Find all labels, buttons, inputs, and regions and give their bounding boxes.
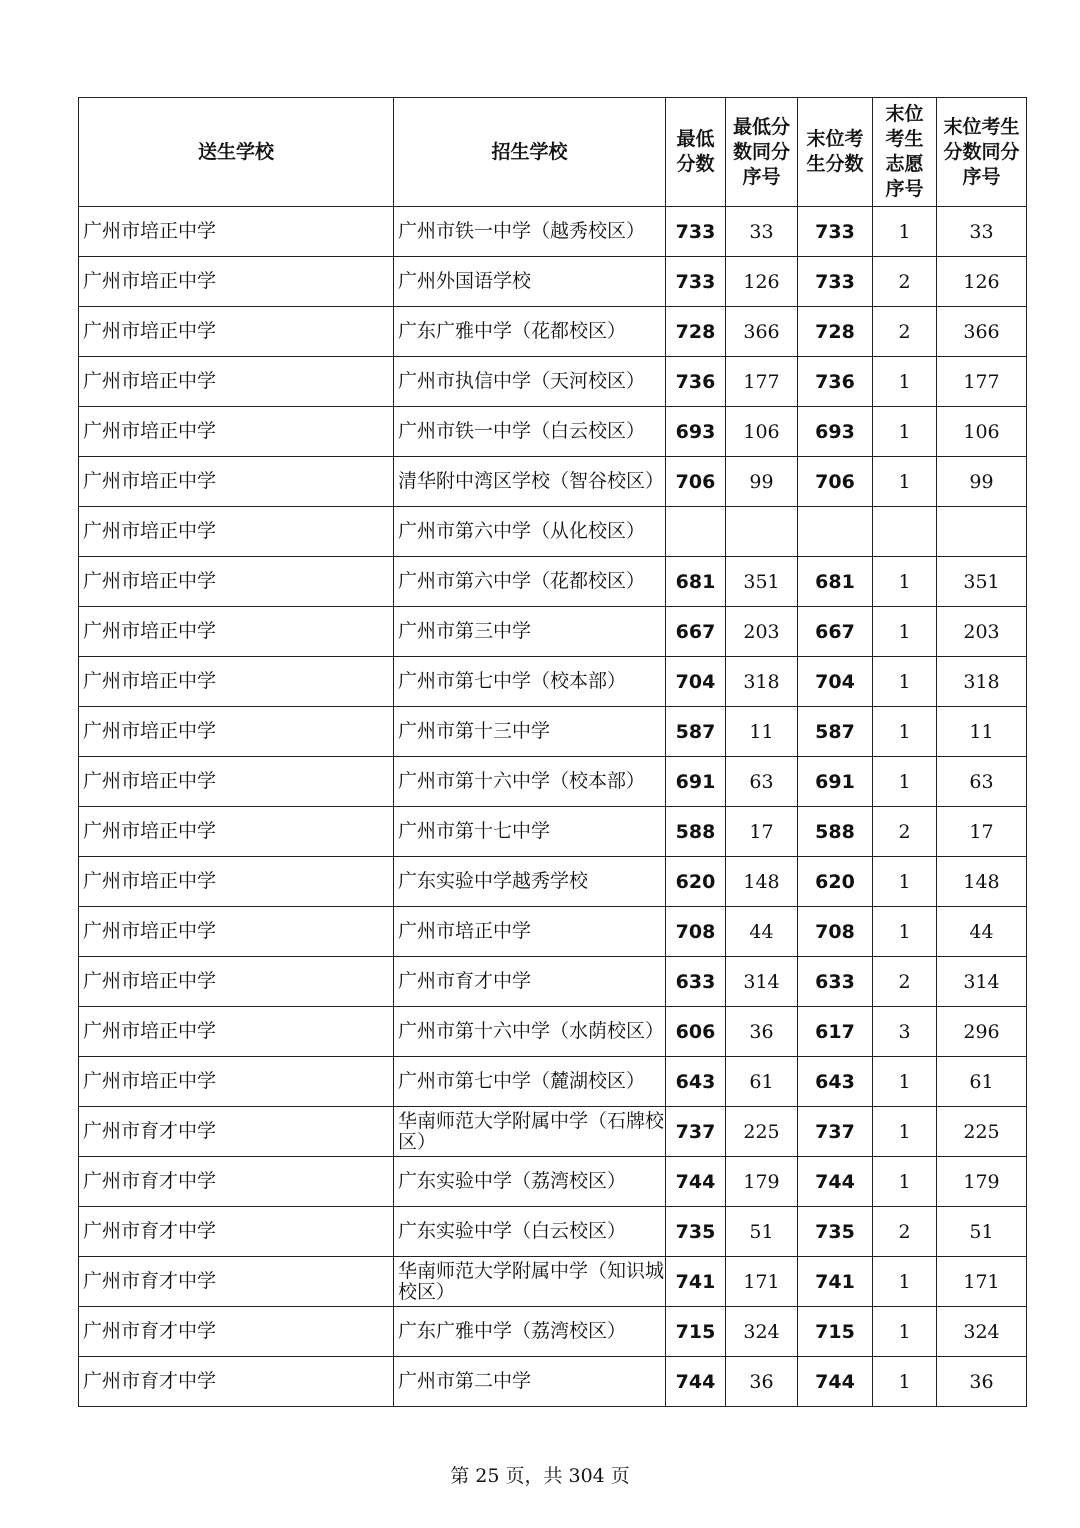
- table-row: [79, 857, 1027, 907]
- cell-min-score: 744: [666, 1157, 726, 1207]
- table-row: [79, 757, 1027, 807]
- cell-last-score: 620: [798, 857, 873, 907]
- cell-min-score-rank: 51: [726, 1207, 798, 1257]
- cell-send-school: 广州市培正中学: [79, 507, 394, 557]
- cell-last-wish: 1: [873, 1157, 937, 1207]
- cell-last-rank: 36: [937, 1357, 1027, 1407]
- cell-min-score: 588: [666, 807, 726, 857]
- cell-last-rank: 148: [937, 857, 1027, 907]
- table-row: [79, 1257, 1027, 1307]
- cell-min-score-rank: 225: [726, 1107, 798, 1157]
- cell-min-score-rank: 324: [726, 1307, 798, 1357]
- cell-last-wish: 1: [873, 557, 937, 607]
- cell-last-score: 691: [798, 757, 873, 807]
- cell-recruit-school: 清华附中湾区学校（智谷校区）: [394, 457, 666, 507]
- cell-last-wish: 1: [873, 1307, 937, 1357]
- cell-send-school: 广州市育才中学: [79, 1257, 394, 1307]
- cell-last-wish: 1: [873, 607, 937, 657]
- cell-recruit-school: 广州市第十六中学（水荫校区）: [394, 1007, 666, 1057]
- cell-last-wish: 1: [873, 1257, 937, 1307]
- cell-min-score: 704: [666, 657, 726, 707]
- cell-last-wish: 1: [873, 207, 937, 257]
- cell-last-rank: 314: [937, 957, 1027, 1007]
- header-last-rank-text: 末位考生分数同分序号: [943, 115, 1020, 188]
- cell-last-rank: 351: [937, 557, 1027, 607]
- table-row: [79, 707, 1027, 757]
- header-last-rank: [937, 98, 1027, 207]
- cell-last-rank: [937, 507, 1027, 557]
- cell-min-score: 741: [666, 1257, 726, 1307]
- cell-send-school: 广州市培正中学: [79, 707, 394, 757]
- cell-send-school: 广州市培正中学: [79, 307, 394, 357]
- cell-recruit-school: 广州市第七中学（校本部）: [394, 657, 666, 707]
- header-send-school: 送生学校: [79, 98, 394, 207]
- cell-last-score: 704: [798, 657, 873, 707]
- cell-recruit-school: 广州市育才中学: [394, 957, 666, 1007]
- cell-last-wish: 2: [873, 307, 937, 357]
- cell-last-rank: 177: [937, 357, 1027, 407]
- header-last-score-text: 末位考生分数: [806, 128, 864, 175]
- cell-min-score-rank: 314: [726, 957, 798, 1007]
- cell-send-school: 广州市培正中学: [79, 407, 394, 457]
- cell-last-wish: 2: [873, 957, 937, 1007]
- cell-last-rank: 106: [937, 407, 1027, 457]
- table-row: [79, 607, 1027, 657]
- table-row: [79, 557, 1027, 607]
- cell-min-score-rank: 11: [726, 707, 798, 757]
- cell-last-rank: 99: [937, 457, 1027, 507]
- cell-min-score: [666, 507, 726, 557]
- cell-last-score: 737: [798, 1107, 873, 1157]
- cell-min-score-rank: 351: [726, 557, 798, 607]
- cell-min-score: 606: [666, 1007, 726, 1057]
- cell-last-rank: 179: [937, 1157, 1027, 1207]
- cell-last-score: 733: [798, 207, 873, 257]
- cell-last-wish: 3: [873, 1007, 937, 1057]
- cell-send-school: 广州市育才中学: [79, 1157, 394, 1207]
- cell-recruit-school: 广州市铁一中学（白云校区）: [394, 407, 666, 457]
- cell-send-school: 广州市培正中学: [79, 557, 394, 607]
- cell-last-wish: 1: [873, 407, 937, 457]
- cell-min-score-rank: 203: [726, 607, 798, 657]
- table-row: [79, 1107, 1027, 1157]
- cell-min-score: 733: [666, 257, 726, 307]
- cell-min-score-rank: 33: [726, 207, 798, 257]
- cell-recruit-school: 广东实验中学（荔湾校区）: [394, 1157, 666, 1207]
- cell-last-rank: 225: [937, 1107, 1027, 1157]
- cell-last-rank: 63: [937, 757, 1027, 807]
- cell-last-rank: 171: [937, 1257, 1027, 1307]
- cell-min-score: 706: [666, 457, 726, 507]
- cell-send-school: 广州市培正中学: [79, 807, 394, 857]
- cell-min-score-rank: 17: [726, 807, 798, 857]
- cell-min-score-rank: 179: [726, 1157, 798, 1207]
- cell-send-school: 广州市培正中学: [79, 857, 394, 907]
- cell-min-score-rank: 318: [726, 657, 798, 707]
- cell-send-school: 广州市培正中学: [79, 957, 394, 1007]
- cell-recruit-school: 广州外国语学校: [394, 257, 666, 307]
- cell-last-rank: 44: [937, 907, 1027, 957]
- cell-min-score: 728: [666, 307, 726, 357]
- table-row: [79, 1007, 1027, 1057]
- cell-min-score-rank: 44: [726, 907, 798, 957]
- cell-recruit-school: 广州市第三中学: [394, 607, 666, 657]
- cell-last-wish: 1: [873, 1357, 937, 1407]
- cell-last-score: 633: [798, 957, 873, 1007]
- cell-last-score: 736: [798, 357, 873, 407]
- cell-recruit-school: 广州市培正中学: [394, 907, 666, 957]
- admission-table: [78, 97, 1027, 1407]
- cell-last-rank: 51: [937, 1207, 1027, 1257]
- cell-last-score: 741: [798, 1257, 873, 1307]
- cell-last-rank: 318: [937, 657, 1027, 707]
- cell-recruit-school: 华南师范大学附属中学（知识城校区）: [394, 1257, 666, 1307]
- cell-last-score: 715: [798, 1307, 873, 1357]
- cell-send-school: 广州市培正中学: [79, 1057, 394, 1107]
- cell-last-score: 728: [798, 307, 873, 357]
- cell-send-school: 广州市培正中学: [79, 757, 394, 807]
- header-min-score-text: 最低分数: [676, 128, 715, 175]
- cell-last-score: 708: [798, 907, 873, 957]
- cell-last-wish: [873, 507, 937, 557]
- cell-recruit-school: 广州市第十三中学: [394, 707, 666, 757]
- cell-min-score-rank: 63: [726, 757, 798, 807]
- header-min-score: [666, 98, 726, 207]
- table-header-row: [79, 98, 1027, 207]
- cell-last-wish: 1: [873, 907, 937, 957]
- table-body: [79, 207, 1027, 1407]
- table-row: [79, 1207, 1027, 1257]
- cell-last-wish: 1: [873, 457, 937, 507]
- cell-recruit-school: 广州市第七中学（麓湖校区）: [394, 1057, 666, 1107]
- header-recruit-school: 招生学校: [394, 98, 666, 207]
- cell-min-score-rank: 148: [726, 857, 798, 907]
- table-row: [79, 507, 1027, 557]
- cell-last-wish: 1: [873, 357, 937, 407]
- cell-last-wish: 2: [873, 257, 937, 307]
- cell-min-score: 667: [666, 607, 726, 657]
- header-last-wish-text: 末位考生志愿序号: [885, 103, 924, 200]
- cell-send-school: 广州市培正中学: [79, 1007, 394, 1057]
- cell-last-score: 643: [798, 1057, 873, 1107]
- cell-send-school: 广州市培正中学: [79, 357, 394, 407]
- cell-last-score: 733: [798, 257, 873, 307]
- table-row: [79, 207, 1027, 257]
- cell-last-score: 587: [798, 707, 873, 757]
- cell-last-score: 667: [798, 607, 873, 657]
- cell-min-score: 681: [666, 557, 726, 607]
- page-footer: 第 25 页，共 304 页: [450, 1465, 630, 1487]
- cell-send-school: 广州市培正中学: [79, 257, 394, 307]
- cell-last-score: 744: [798, 1157, 873, 1207]
- cell-min-score-rank: 61: [726, 1057, 798, 1107]
- cell-send-school: 广州市培正中学: [79, 607, 394, 657]
- cell-last-wish: 2: [873, 1207, 937, 1257]
- cell-recruit-school: 广州市执信中学（天河校区）: [394, 357, 666, 407]
- table-row: [79, 357, 1027, 407]
- cell-last-wish: 2: [873, 807, 937, 857]
- cell-recruit-school: 广州市第六中学（花都校区）: [394, 557, 666, 607]
- cell-recruit-school: 广东实验中学越秀学校: [394, 857, 666, 907]
- table-row: [79, 1157, 1027, 1207]
- cell-min-score: 708: [666, 907, 726, 957]
- cell-send-school: 广州市培正中学: [79, 657, 394, 707]
- cell-send-school: 广州市培正中学: [79, 457, 394, 507]
- cell-recruit-school: 广东广雅中学（花都校区）: [394, 307, 666, 357]
- table-row: [79, 407, 1027, 457]
- cell-recruit-school: 广州市铁一中学（越秀校区）: [394, 207, 666, 257]
- cell-recruit-school: 广州市第十七中学: [394, 807, 666, 857]
- header-min-score-rank-text: 最低分数同分序号: [732, 115, 790, 188]
- cell-last-wish: 1: [873, 707, 937, 757]
- cell-last-rank: 203: [937, 607, 1027, 657]
- cell-min-score-rank: 366: [726, 307, 798, 357]
- header-last-wish: [873, 98, 937, 207]
- cell-last-score: [798, 507, 873, 557]
- cell-min-score-rank: 106: [726, 407, 798, 457]
- cell-recruit-school: 华南师范大学附属中学（石牌校区）: [394, 1107, 666, 1157]
- cell-last-wish: 1: [873, 757, 937, 807]
- cell-min-score-rank: 171: [726, 1257, 798, 1307]
- cell-min-score-rank: 36: [726, 1007, 798, 1057]
- table-row: [79, 257, 1027, 307]
- table-row: [79, 807, 1027, 857]
- cell-min-score: 620: [666, 857, 726, 907]
- cell-last-rank: 33: [937, 207, 1027, 257]
- cell-min-score: 691: [666, 757, 726, 807]
- cell-send-school: 广州市培正中学: [79, 207, 394, 257]
- cell-min-score: 587: [666, 707, 726, 757]
- cell-min-score: 744: [666, 1357, 726, 1407]
- cell-min-score-rank: 36: [726, 1357, 798, 1407]
- header-min-score-rank: [726, 98, 798, 207]
- cell-min-score: 643: [666, 1057, 726, 1107]
- cell-last-score: 744: [798, 1357, 873, 1407]
- cell-min-score: 736: [666, 357, 726, 407]
- cell-min-score: 733: [666, 207, 726, 257]
- cell-last-rank: 17: [937, 807, 1027, 857]
- table-row: [79, 957, 1027, 1007]
- cell-recruit-school: 广州市第六中学（从化校区）: [394, 507, 666, 557]
- cell-last-rank: 11: [937, 707, 1027, 757]
- header-last-score: [798, 98, 873, 207]
- cell-last-rank: 324: [937, 1307, 1027, 1357]
- table-row: [79, 1357, 1027, 1407]
- cell-last-rank: 296: [937, 1007, 1027, 1057]
- table-row: [79, 307, 1027, 357]
- cell-min-score-rank: [726, 507, 798, 557]
- table-row: [79, 657, 1027, 707]
- cell-min-score-rank: 177: [726, 357, 798, 407]
- cell-min-score: 693: [666, 407, 726, 457]
- cell-last-rank: 126: [937, 257, 1027, 307]
- cell-last-score: 617: [798, 1007, 873, 1057]
- cell-min-score-rank: 126: [726, 257, 798, 307]
- cell-min-score-rank: 99: [726, 457, 798, 507]
- cell-last-wish: 1: [873, 1057, 937, 1107]
- table-row: [79, 1057, 1027, 1107]
- table-row: [79, 907, 1027, 957]
- cell-send-school: 广州市育才中学: [79, 1307, 394, 1357]
- cell-last-rank: 61: [937, 1057, 1027, 1107]
- cell-last-score: 706: [798, 457, 873, 507]
- table-row: [79, 1307, 1027, 1357]
- cell-send-school: 广州市育才中学: [79, 1107, 394, 1157]
- cell-recruit-school: 广州市第二中学: [394, 1357, 666, 1407]
- cell-last-score: 693: [798, 407, 873, 457]
- cell-last-wish: 1: [873, 1107, 937, 1157]
- cell-recruit-school: 广州市第十六中学（校本部）: [394, 757, 666, 807]
- cell-min-score: 737: [666, 1107, 726, 1157]
- cell-last-score: 588: [798, 807, 873, 857]
- cell-last-rank: 366: [937, 307, 1027, 357]
- admission-table-container: [78, 97, 1026, 1407]
- cell-last-score: 681: [798, 557, 873, 607]
- cell-min-score: 633: [666, 957, 726, 1007]
- cell-recruit-school: 广东广雅中学（荔湾校区）: [394, 1307, 666, 1357]
- cell-send-school: 广州市育才中学: [79, 1207, 394, 1257]
- table-row: [79, 457, 1027, 507]
- cell-last-wish: 1: [873, 657, 937, 707]
- cell-last-score: 735: [798, 1207, 873, 1257]
- cell-min-score: 735: [666, 1207, 726, 1257]
- cell-send-school: 广州市培正中学: [79, 907, 394, 957]
- cell-last-wish: 1: [873, 857, 937, 907]
- cell-recruit-school: 广东实验中学（白云校区）: [394, 1207, 666, 1257]
- cell-min-score: 715: [666, 1307, 726, 1357]
- cell-send-school: 广州市育才中学: [79, 1357, 394, 1407]
